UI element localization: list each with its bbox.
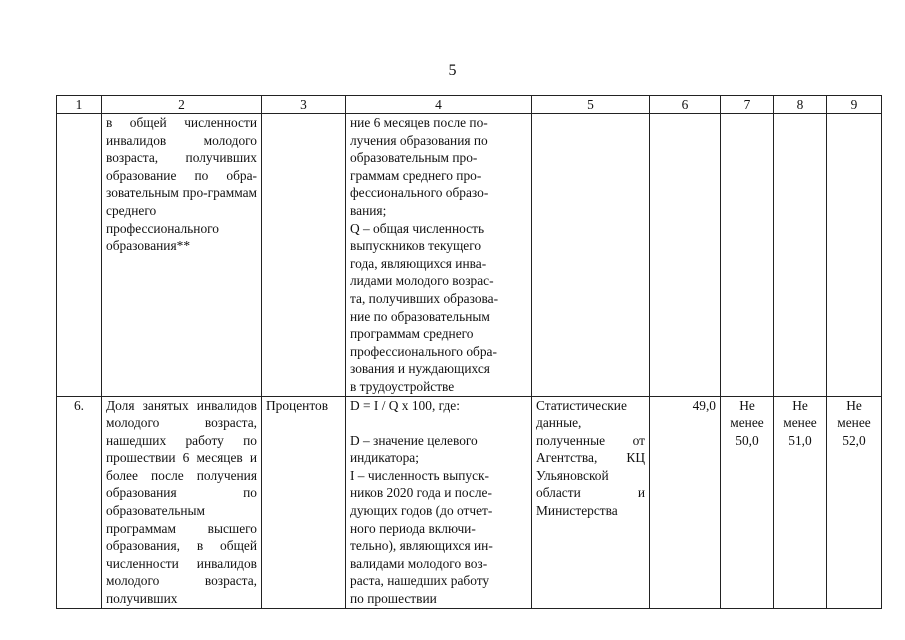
cell-data-source: [532, 114, 650, 397]
formula-line: лидами молодого возрас-: [350, 273, 494, 289]
column-header-7: 7: [721, 96, 774, 114]
formula-line: I – численность выпуск-: [350, 467, 490, 483]
indicator-table: [56, 95, 882, 609]
formula-line: вания;: [350, 202, 387, 218]
formula-line: ние 6 месяцев после по-: [350, 115, 488, 130]
formula-line: образовательным про-: [350, 150, 478, 166]
cell-base-value: [650, 114, 721, 397]
column-header-4: 4: [346, 96, 532, 114]
column-header-6: 6: [650, 96, 721, 114]
cell-number: 6.: [57, 396, 102, 608]
cell-target-year-2: [774, 114, 827, 397]
formula-line: ников 2020 года и после-: [350, 485, 492, 501]
cell-indicator-name: Доля занятых инвалидов молодого возраста, нашедших работу по прошествии 6 месяцев и более после получения образования по образовательным программам высшего образования, в общей численности инвалидов молодого возраста, получивших: [102, 396, 262, 608]
table-header-row: [57, 96, 882, 114]
column-header-9: 9: [827, 96, 882, 114]
cell-base-value: 49,0: [650, 396, 721, 608]
column-header-3: 3: [262, 96, 346, 114]
formula-line: индикатора;: [350, 450, 419, 466]
formula-line: зования и нуждающихся: [350, 361, 490, 377]
formula-equation: D = I / Q x 100, где:: [350, 397, 460, 413]
cell-data-source: Статистические данные, полученные от Агентства, КЦ Ульяновской области и Министерства: [532, 396, 650, 608]
formula-line: программам среднего: [350, 326, 474, 342]
formula-line: выпускников текущего: [350, 238, 482, 254]
cell-target-year-3: Не менее 52,0: [827, 396, 882, 608]
cell-unit: Процентов: [262, 396, 346, 608]
formula-line: раста, нашедших работу: [350, 573, 490, 589]
cell-target-year-1: Не менее 50,0: [721, 396, 774, 608]
table-row-6: [57, 396, 882, 608]
cell-formula-description: [346, 114, 532, 397]
cell-unit: [262, 114, 346, 397]
column-header-5: 5: [532, 96, 650, 114]
formula-line: по прошествии: [350, 591, 437, 607]
formula-line: года, являющихся инва-: [350, 255, 487, 271]
formula-line: ние по образовательным: [350, 308, 490, 324]
cell-target-year-3: [827, 114, 882, 397]
column-header-8: 8: [774, 96, 827, 114]
blank-line: [350, 414, 527, 432]
formula-line: лучения образования по: [350, 132, 488, 148]
formula-line: ного периода включи-: [350, 520, 476, 536]
formula-line: профессионального обра-: [350, 343, 497, 359]
formula-line: D – значение целевого: [350, 432, 478, 448]
table-row-continuation: [57, 114, 882, 397]
cell-target-year-2: Не менее 51,0: [774, 396, 827, 608]
formula-line: дующих годов (до отчет-: [350, 503, 493, 519]
cell-formula-description: [346, 396, 532, 608]
formula-line: фессионального образо-: [350, 185, 489, 201]
formula-line: граммам среднего про-: [350, 167, 482, 183]
cell-number: [57, 114, 102, 397]
cell-indicator-name: в общей численности инвалидов молодого возраста, получивших образование по обра-зовательным про-граммам среднего профессионального образования**: [102, 114, 262, 397]
page-number: 5: [448, 62, 457, 79]
formula-line: Q – общая численность: [350, 220, 485, 236]
column-header-2: 2: [102, 96, 262, 114]
column-header-1: 1: [57, 96, 102, 114]
formula-line: валидами молодого воз-: [350, 555, 488, 571]
cell-target-year-1: [721, 114, 774, 397]
formula-line: в трудоустройстве: [350, 378, 455, 394]
formula-line: та, получивших образова-: [350, 290, 499, 306]
formula-line: тельно), являющихся ин-: [350, 538, 493, 554]
